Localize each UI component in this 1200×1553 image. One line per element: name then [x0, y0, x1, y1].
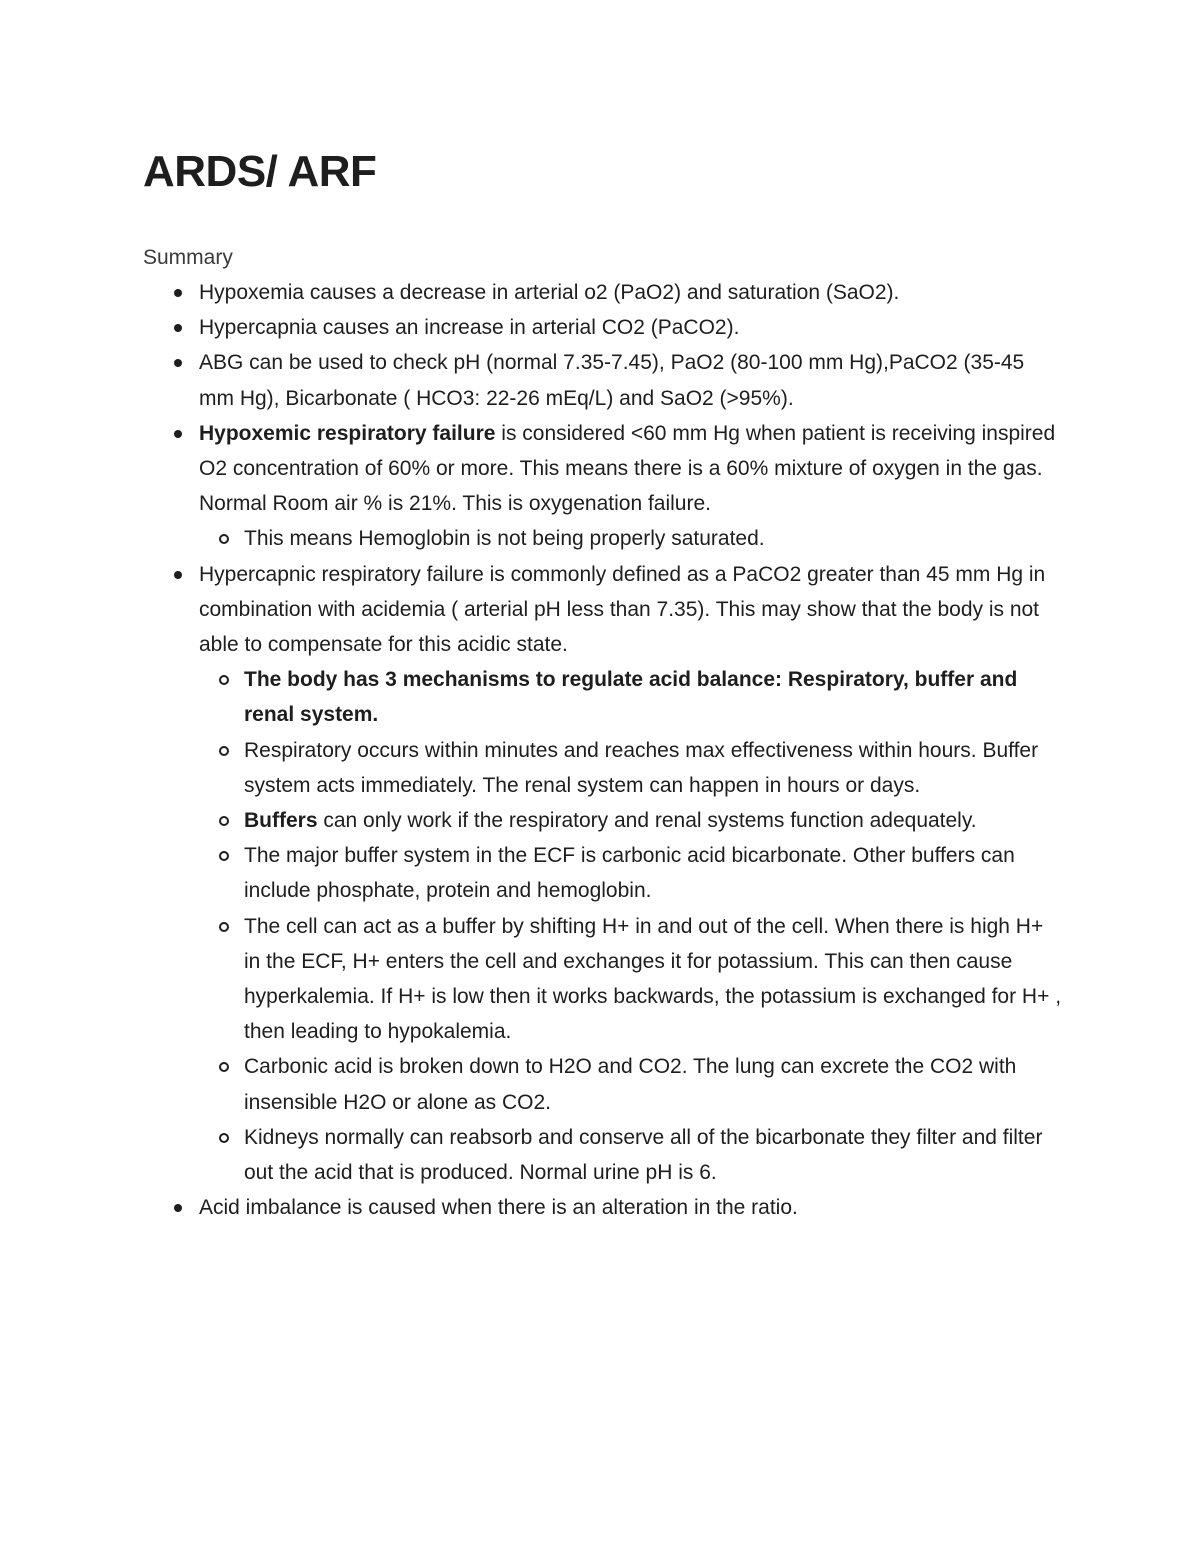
hollow-bullet-icon — [219, 675, 229, 685]
section-label: Summary — [143, 246, 233, 269]
list-item — [199, 416, 1063, 557]
sub-list-item-bold-text: The body has 3 mechanisms to regulate acid balance: Respiratory, buffer and renal system. — [244, 668, 1018, 727]
sub-list-item-text: The major buffer system in the ECF is carbonic acid bicarbonate. Other buffers can include phosphate, protein and hemoglobin. — [244, 844, 1015, 903]
sub-list-item — [244, 521, 1063, 556]
sub-list-item-text: can only work if the respiratory and renal systems function adequately. — [317, 809, 977, 833]
list-item-text: Acid imbalance is caused when there is an alteration in the ratio. — [199, 1196, 798, 1220]
hollow-bullet-icon — [219, 1062, 229, 1072]
list-item-text: Hypoxemia causes a decrease in arterial o2 (PaO2) and saturation (SaO2). — [199, 281, 900, 304]
list-item-text: Hypercapnic respiratory failure is commonly defined as a PaCO2 greater than 45 mm Hg in combination with acidemia ( arterial pH less than 7.35). This may show that the body is not able to compensate for this acidic state. — [199, 562, 1046, 657]
sub-list-item-text: This means Hemoglobin is not being properly saturated. — [244, 527, 765, 551]
sub-list-item — [244, 1120, 1063, 1190]
list-item — [199, 557, 1063, 1191]
sub-list-item-text: Carbonic acid is broken down to H2O and CO2. The lung can excrete the CO2 with insensible H2O or alone as CO2. — [244, 1055, 1017, 1114]
sub-list-item — [244, 733, 1063, 803]
sub-list-item-text: Kidneys normally can reabsorb and conserve all of the bicarbonate they filter and filter out the acid that is produced. Normal urine pH is 6. — [244, 1125, 1043, 1185]
hollow-bullet-icon — [219, 534, 229, 544]
list-item-text: is considered <60 mm Hg when patient is receiving inspired O2 concentration of 60% or more. This means there is a 60% mixture of oxygen in the gas. Normal Room air % is 21%. This is oxygenation failure. — [199, 421, 1056, 516]
bullet-icon — [174, 430, 182, 438]
list-item — [199, 310, 1063, 345]
hollow-bullet-icon — [219, 746, 229, 756]
bullet-icon — [174, 359, 182, 367]
sub-list — [199, 662, 1063, 1190]
bullet-icon — [174, 571, 182, 579]
bullet-icon — [174, 1204, 182, 1212]
page-title: ARDS/ ARF — [143, 147, 377, 196]
sub-list-item-text: Respiratory occurs within minutes and reaches max effectiveness within hours. Buffer system acts immediately. The renal system can happen in hours or days. — [244, 738, 1039, 797]
list-item-text: Hypercapnia causes an increase in arterial CO2 (PaCO2). — [199, 316, 740, 340]
summary-list — [143, 275, 1063, 1225]
bullet-icon — [174, 324, 182, 332]
hollow-bullet-icon — [219, 1133, 229, 1143]
list-item-bold-term: Hypoxemic respiratory failure — [199, 421, 496, 445]
hollow-bullet-icon — [219, 922, 229, 932]
sub-list-item — [244, 909, 1063, 1050]
sub-list — [199, 521, 1063, 556]
list-item — [199, 275, 1063, 310]
sub-list-item-bold-term: Buffers — [244, 809, 318, 833]
document-page — [143, 140, 1063, 1225]
list-item — [199, 345, 1063, 415]
list-item — [199, 1190, 1063, 1225]
hollow-bullet-icon — [219, 816, 229, 826]
sub-list-item — [244, 838, 1063, 908]
hollow-bullet-icon — [219, 851, 229, 861]
bullet-icon — [174, 289, 182, 297]
list-item-text: ABG can be used to check pH (normal 7.35-7.45), PaO2 (80-100 mm Hg),PaCO2 (35-45 mm Hg), Bicarbonate ( HCO3: 22-26 mEq/L) and SaO2 (>95%). — [199, 351, 1025, 410]
sub-list-item — [244, 803, 1063, 838]
sub-list-item — [244, 662, 1063, 732]
sub-list-item — [244, 1049, 1063, 1119]
sub-list-item-text: The cell can act as a buffer by shifting H+ in and out of the cell. When there is high H+ in the ECF, H+ enters the cell and exchanges it for potassium. This can then cause hyperkalemia. If H+ is low then it works backwards, the potassium is exchanged for H+ , then leading to hypokalemia. — [244, 914, 1062, 1044]
